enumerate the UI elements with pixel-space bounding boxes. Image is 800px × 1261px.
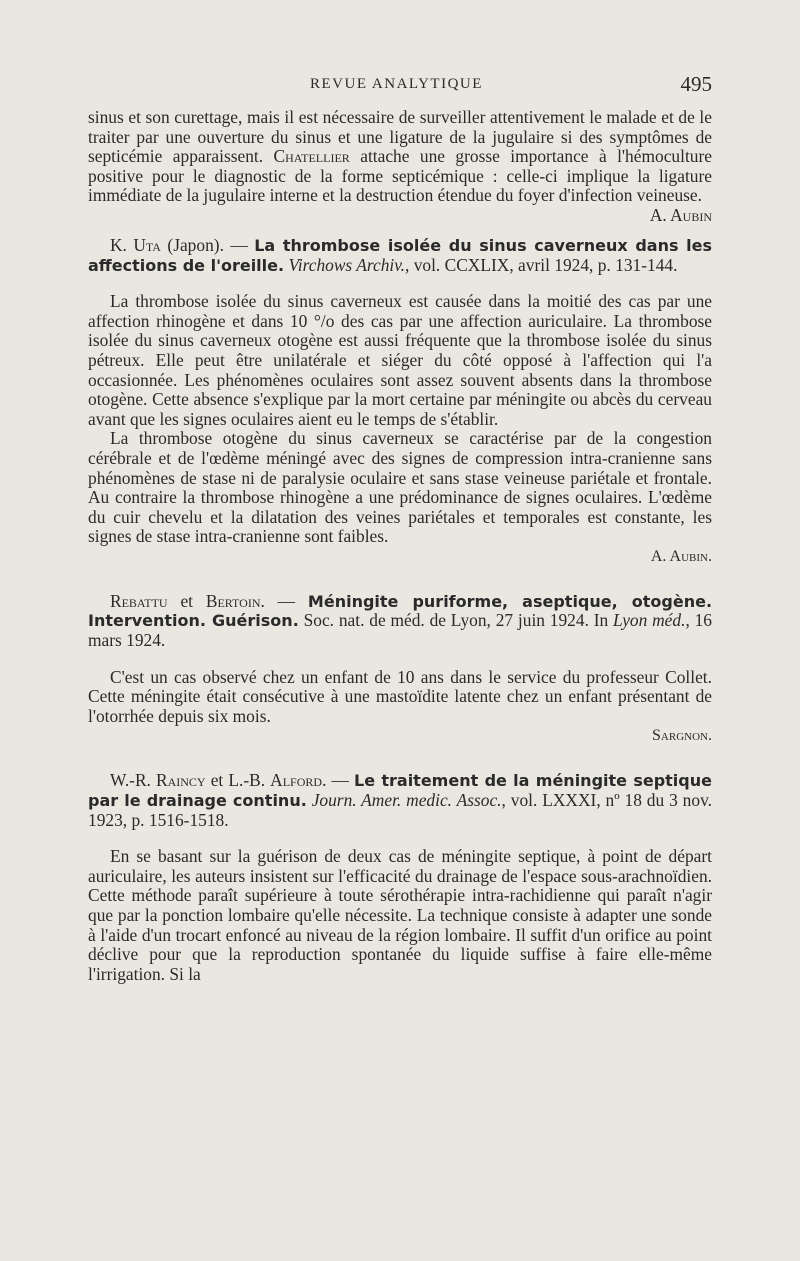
- section-continuation: [88, 107, 712, 225]
- continuation-paragraph: [88, 107, 712, 225]
- separator: . —: [322, 770, 354, 791]
- reference: , vol. CCXLIX, avril 1924, p. 131-144.: [405, 254, 678, 275]
- continuation-text: sinus et son curettage, mais il est nécessaire de surveiller attentivement le malade et de le traiter par une ouverture du sinus et une ligature de la jugulaire si des symptômes de septicémie apparaissent.: [88, 107, 712, 167]
- signature: A. Aubin: [649, 204, 712, 225]
- journal-name: Lyon méd.: [613, 610, 686, 631]
- article-citation: [88, 592, 712, 651]
- running-head: [88, 72, 712, 102]
- author-prefix: W.-R.: [110, 770, 156, 791]
- journal-name: Virchows Archiv.: [288, 254, 405, 275]
- page-number: 495: [680, 72, 712, 96]
- article-citation: [88, 236, 712, 275]
- article-title: Méningite puriforme, aseptique, otogène. Intervention. Guérison.: [88, 591, 713, 631]
- author-name: Rebattu: [110, 590, 168, 611]
- journal-name: Journ. Amer. medic. Assoc.: [311, 790, 502, 811]
- conjunction: et L.-B.: [205, 770, 271, 791]
- article-uta: [88, 236, 712, 566]
- article-rebattu: [88, 592, 712, 746]
- signature: A. Aubin.: [650, 547, 712, 565]
- abstract-paragraph: La thrombose otogène du sinus caverneux se caractérise par de la congestion cérébrale et de l'œdème méningé avec des signes de compression intra-cranienne sans phénomènes de stase ni de paralysie oculaire et sans stase veineuse pariétale et frontale. Au contraire la thrombose rhinogène a une prédominance de signes oculaires. L'œdème du cuir chevelu et la dilatation des veines pariétales et temporales est constante, les signes de stase intra-cranienne sont faibles.: [88, 428, 712, 547]
- author-prefix: K.: [110, 234, 134, 255]
- author-name: Raincy: [156, 770, 206, 791]
- article-raincy: [88, 771, 712, 984]
- article-citation: [88, 771, 712, 830]
- author-name: Alford: [270, 770, 323, 791]
- article-title: La thrombose isolée du sinus caverneux dans les affections de l'oreille.: [88, 235, 713, 275]
- continuation-text-2: attache une grosse importance à l'hémoculture positive pour le diagnostic de la forme septicémique : celle-ci implique la ligature immédiate de la jugulaire interne et la destruction étendue du foyer d'infection veineuse.: [88, 146, 712, 206]
- reference-2: , 16 mars 1924.: [88, 610, 713, 651]
- abstract-paragraph: En se basant sur la guérison de deux cas de méningite septique, à point de départ auriculaire, les auteurs insistent sur l'efficacité du drainage de l'espace sous-arachnoïdien. Cette méthode paraît supérieure à toute sérothérapie intra-rachidienne qui paraît n'agir que par la ponction lombaire qu'elle nécessite. La technique consiste à adapter une sonde à l'aide d'un trocart enfoncé au niveau de la région lombaire. Il suffit d'un orifice au point déclive pour que la reproduction spontanée du liquide suffise à faire elle-même l'irrigation. Si la: [88, 846, 712, 984]
- author-name: Chatellier: [273, 146, 350, 167]
- abstract-paragraph: C'est un cas observé chez un enfant de 10 ans dans le service du professeur Collet. Cette méningite était consécutive à une mastoïdite latente chez un enfant présentant de l'otorrhée depuis six mois.: [88, 666, 712, 726]
- signature: Sargnon.: [652, 727, 712, 745]
- separator: . —: [260, 590, 308, 611]
- article-title: Le traitement de la méningite septique par le drainage continu.: [88, 771, 712, 811]
- running-title: REVUE ANALYTIQUE: [310, 76, 483, 92]
- author-origin: (Japon). —: [160, 234, 255, 255]
- author-name: Uta: [133, 234, 161, 255]
- reference: Soc. nat. de méd. de Lyon, 27 juin 1924. In: [298, 610, 614, 631]
- abstract-paragraph: La thrombose isolée du sinus caverneux est causée dans la moitié des cas par une affection rhinogène et dans 10 °/o des cas par une affection auriculaire. La thrombose isolée du sinus caverneux otogène est aussi fréquente que la thrombose isolée du sinus pétreux. Elle peut être unilatérale et siéger du côté opposé à l'affection qui l'a occasionnée. Les phénomènes oculaires sont assez souvent absents dans la thrombose otogène. Cette absence s'explique par la mort certaine par méningite ou abcès du cerveau avant que les signes oculaires aient eu le temps de s'établir.: [88, 291, 712, 429]
- author-name: Bertoin: [205, 590, 261, 611]
- conjunction: et: [167, 590, 206, 611]
- reference: , vol. LXXXI, nº 18 du 3 nov. 1923, p. 1516-1518.: [88, 790, 712, 830]
